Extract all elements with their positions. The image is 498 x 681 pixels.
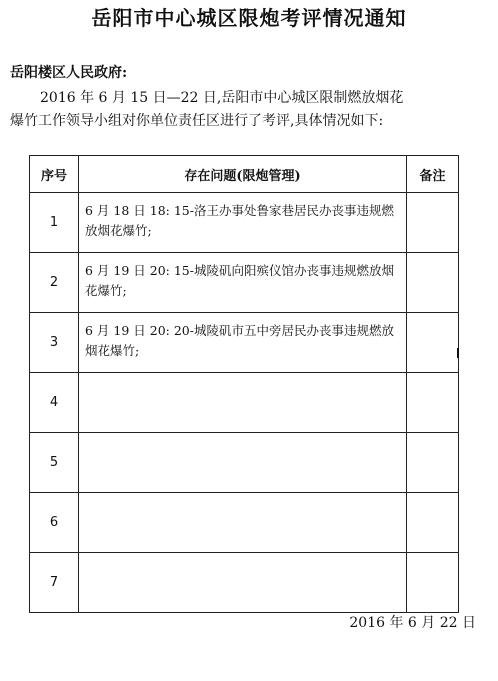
body-paragraph-line-1: 2016 年 6 月 15 日—22 日,岳阳市中心城区限制燃放烟花 (40, 90, 404, 106)
header-number: 序号 (30, 156, 79, 193)
row-note (407, 193, 459, 253)
row-issue (79, 313, 407, 373)
row-issue (79, 553, 407, 613)
row-issue (79, 433, 407, 493)
row-issue (79, 373, 407, 433)
row-number: 3 (30, 313, 79, 373)
table-row (30, 253, 459, 313)
issue-text: 6 月 19 日 20: 15-城陵矶向阳殡仪馆办丧事违规燃放烟花爆竹; (85, 263, 394, 298)
row-note (407, 373, 459, 433)
document-date: 2016 年 6 月 22 日 (349, 615, 476, 631)
issue-text: 6 月 18 日 18: 15-洛王办事处鲁家巷居民办丧事违规燃放烟花爆竹; (85, 203, 394, 238)
row-note (407, 493, 459, 553)
row-number: 4 (30, 373, 79, 433)
body-paragraph-line-2: 爆竹工作领导小组对你单位责任区进行了考评,具体情况如下: (10, 113, 384, 129)
table-row (30, 373, 459, 433)
row-note (407, 313, 459, 373)
row-note (407, 433, 459, 493)
row-note (407, 253, 459, 313)
row-number: 6 (30, 493, 79, 553)
row-number: 5 (30, 433, 79, 493)
row-number: 2 (30, 253, 79, 313)
evaluation-table (29, 155, 459, 613)
table-row (30, 493, 459, 553)
row-issue (79, 493, 407, 553)
row-issue (79, 253, 407, 313)
document-title: 岳阳市中心城区限炮考评情况通知 (91, 6, 407, 30)
row-issue (79, 193, 407, 253)
header-note: 备注 (407, 156, 459, 193)
row-note (407, 553, 459, 613)
row-number: 7 (30, 553, 79, 613)
text-cursor-mark (457, 348, 459, 358)
table-row (30, 433, 459, 493)
issue-text: 6 月 19 日 20: 20-城陵矶市五中旁居民办丧事违规燃放烟花爆竹; (85, 323, 394, 358)
row-number: 1 (30, 193, 79, 253)
header-issue: 存在问题(限炮管理) (79, 156, 407, 193)
table-row (30, 313, 459, 373)
table-row (30, 193, 459, 253)
addressee: 岳阳楼区人民政府: (10, 65, 128, 81)
table-row (30, 553, 459, 613)
table-header-row (30, 156, 459, 193)
